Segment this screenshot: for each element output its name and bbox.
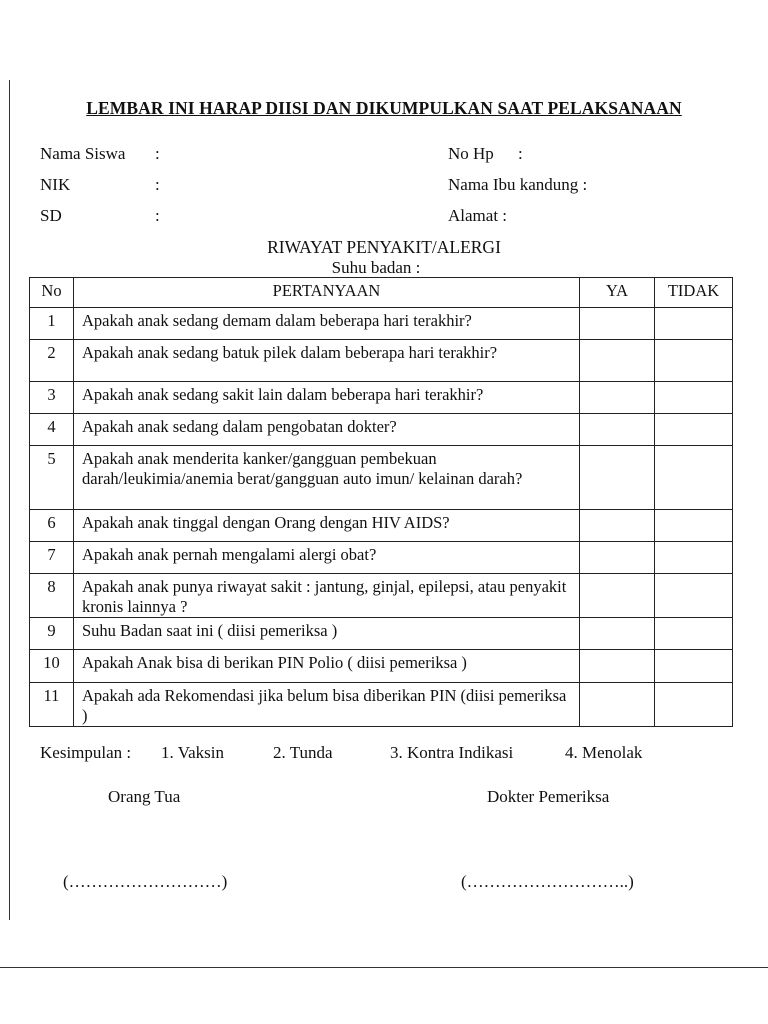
row-number: 11 — [30, 683, 74, 727]
tidak-checkbox-cell[interactable] — [655, 618, 733, 650]
tidak-checkbox-cell[interactable] — [655, 308, 733, 340]
table-row — [30, 574, 733, 618]
table-row — [30, 542, 733, 574]
row-number: 3 — [30, 382, 74, 414]
suhu-badan-label: Suhu badan : — [331, 258, 421, 277]
conclusion-option-vaksin[interactable]: 1. Vaksin — [161, 743, 224, 762]
tidak-checkbox-cell[interactable] — [655, 650, 733, 683]
ya-checkbox-cell[interactable] — [580, 340, 655, 382]
field-no-hp-sep: : — [518, 144, 523, 163]
signature-label-dokter: Dokter Pemeriksa — [487, 787, 610, 806]
row-question: Apakah Anak bisa di berikan PIN Polio ( diisi pemeriksa ) — [74, 650, 580, 683]
row-number: 9 — [30, 618, 74, 650]
left-margin-line — [9, 80, 10, 920]
tidak-checkbox-cell[interactable] — [655, 414, 733, 446]
tidak-checkbox-cell[interactable] — [655, 683, 733, 727]
row-number: 1 — [30, 308, 74, 340]
field-alamat-label: Alamat : — [448, 206, 508, 225]
field-sd-label: SD — [40, 206, 62, 225]
row-question: Apakah anak punya riwayat sakit : jantung, ginjal, epilepsi, atau penyakit kronis lainnya ? — [74, 574, 580, 618]
ya-checkbox-cell[interactable] — [580, 446, 655, 510]
field-sd-sep: : — [155, 206, 160, 225]
row-number: 6 — [30, 510, 74, 542]
tidak-checkbox-cell[interactable] — [655, 542, 733, 574]
table-row — [30, 683, 733, 727]
header-ya: YA — [580, 278, 655, 308]
tidak-checkbox-cell[interactable] — [655, 446, 733, 510]
row-question: Apakah anak sedang batuk pilek dalam beberapa hari terakhir? — [74, 340, 580, 382]
field-nama-ibu-label: Nama Ibu kandung : — [448, 175, 588, 194]
tidak-checkbox-cell[interactable] — [655, 382, 733, 414]
table-header-row — [30, 278, 733, 308]
field-no-hp-label: No Hp — [448, 144, 494, 163]
page-title: LEMBAR INI HARAP DIISI DAN DIKUMPULKAN SAAT PELAKSANAAN — [86, 98, 682, 118]
row-number: 10 — [30, 650, 74, 683]
ya-checkbox-cell[interactable] — [580, 382, 655, 414]
table-row — [30, 650, 733, 683]
ya-checkbox-cell[interactable] — [580, 574, 655, 618]
signature-line-dokter: (………………………..) — [461, 872, 634, 891]
row-number: 5 — [30, 446, 74, 510]
row-number: 4 — [30, 414, 74, 446]
bottom-page-line — [0, 967, 768, 968]
tidak-checkbox-cell[interactable] — [655, 340, 733, 382]
ya-checkbox-cell[interactable] — [580, 542, 655, 574]
row-number: 7 — [30, 542, 74, 574]
tidak-checkbox-cell[interactable] — [655, 510, 733, 542]
field-nik-label: NIK — [40, 175, 71, 194]
table-row — [30, 414, 733, 446]
row-question: Apakah anak sedang sakit lain dalam beberapa hari terakhir? — [74, 382, 580, 414]
row-question: Apakah ada Rekomendasi jika belum bisa diberikan PIN (diisi pemeriksa ) — [74, 683, 580, 727]
row-question: Apakah anak tinggal dengan Orang dengan HIV AIDS? — [74, 510, 580, 542]
field-nama-siswa-sep: : — [155, 144, 160, 163]
section-title: RIWAYAT PENYAKIT/ALERGI — [267, 237, 501, 257]
ya-checkbox-cell[interactable] — [580, 510, 655, 542]
tidak-checkbox-cell[interactable] — [655, 574, 733, 618]
row-number: 8 — [30, 574, 74, 618]
row-question: Suhu Badan saat ini ( diisi pemeriksa ) — [74, 618, 580, 650]
field-nik-sep: : — [155, 175, 160, 194]
conclusion-option-tunda[interactable]: 2. Tunda — [273, 743, 333, 762]
row-question: Apakah anak sedang demam dalam beberapa hari terakhir? — [74, 308, 580, 340]
table-row — [30, 308, 733, 340]
conclusion-option-kontra-indikasi[interactable]: 3. Kontra Indikasi — [390, 743, 514, 762]
conclusion-option-menolak[interactable]: 4. Menolak — [565, 743, 643, 762]
table-row — [30, 618, 733, 650]
table-row — [30, 510, 733, 542]
field-nama-siswa-label: Nama Siswa — [40, 144, 126, 163]
ya-checkbox-cell[interactable] — [580, 618, 655, 650]
header-no: No — [30, 278, 74, 308]
table-row — [30, 340, 733, 382]
table-row — [30, 446, 733, 510]
ya-checkbox-cell[interactable] — [580, 308, 655, 340]
table-row — [30, 382, 733, 414]
ya-checkbox-cell[interactable] — [580, 650, 655, 683]
row-question: Apakah anak menderita kanker/gangguan pembekuan darah/leukimia/anemia berat/gangguan auto imun/ kelainan darah? — [74, 446, 580, 510]
row-question: Apakah anak pernah mengalami alergi obat? — [74, 542, 580, 574]
conclusion-label: Kesimpulan : — [40, 743, 132, 762]
row-number: 2 — [30, 340, 74, 382]
header-tidak: TIDAK — [655, 278, 733, 308]
signature-label-orang-tua: Orang Tua — [108, 787, 181, 806]
signature-line-orang-tua: (………………………) — [63, 872, 228, 891]
ya-checkbox-cell[interactable] — [580, 683, 655, 727]
header-pertanyaan: PERTANYAAN — [74, 278, 580, 308]
row-question: Apakah anak sedang dalam pengobatan dokter? — [74, 414, 580, 446]
ya-checkbox-cell[interactable] — [580, 414, 655, 446]
question-table — [29, 277, 733, 727]
